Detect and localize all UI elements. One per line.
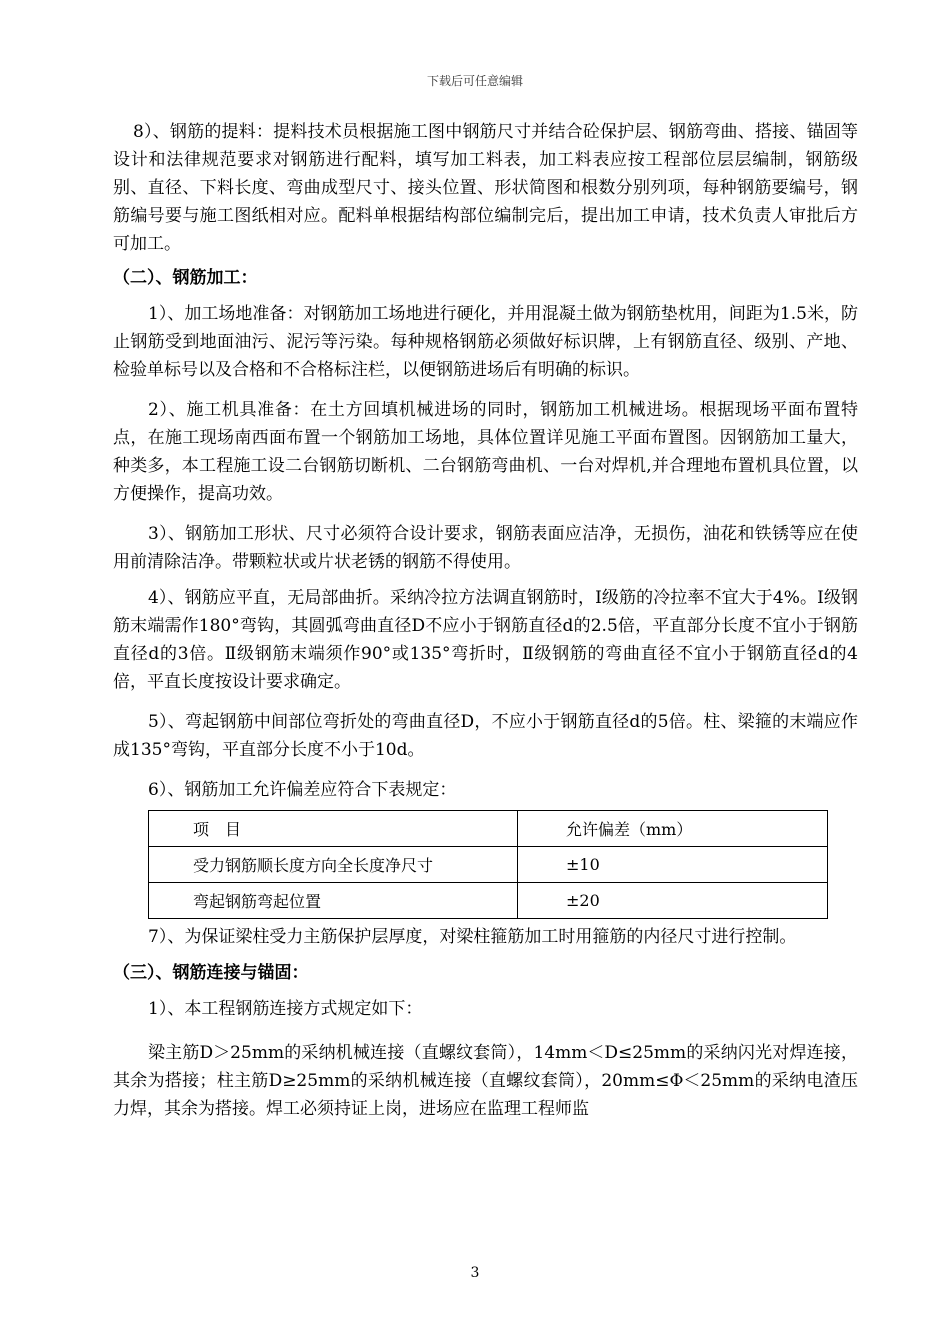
page-number: 3 — [470, 1265, 480, 1281]
page-header: 下载后可任意编辑 — [426, 74, 523, 88]
table-cell: ±10 — [518, 847, 828, 883]
table-cell: 弯起钢筋弯起位置 — [149, 883, 518, 919]
table-cell: 受力钢筋顺长度方向全长度净尺寸 — [149, 847, 518, 883]
table-header-cell: 项 目 — [149, 811, 518, 847]
paragraph: 1）、本工程钢筋连接方式规定如下： — [148, 999, 423, 1019]
paragraph: 4）、钢筋应平直，无局部曲折。采纳冷拉方法调直钢筋时，Ⅰ级筋的冷拉率不宜大于4%。Ⅰ级钢筋末端需作180°弯钩，其圆弧弯曲直径D不应小于钢筋直径d的2.5倍，平直部分长度不宜小于钢筋直径d的3倍。Ⅱ级钢筋末端须作90°或135°弯折时，Ⅱ级钢筋的弯曲直径不宜小于钢筋直径d的4倍，平直长度按设计要求确定。 — [113, 588, 858, 692]
paragraph: 1）、加工场地准备：对钢筋加工场地进行硬化，并用混凝土做为钢筋垫枕用，间距为1.5米，防止钢筋受到地面油污、泥污等污染。每种规格钢筋必须做好标识牌，上有钢筋直径、级别、产地、检验单标号以及合格和不合格标注栏，以便钢筋进场后有明确的标识。 — [113, 304, 858, 380]
deviation-table — [148, 810, 828, 919]
paragraph: 7）、为保证梁柱受力主筋保护层厚度，对梁柱箍筋加工时用箍筋的内径尺寸进行控制。 — [148, 927, 797, 947]
table-row — [149, 847, 828, 883]
table-cell: ±20 — [518, 883, 828, 919]
table-header-cell: 允许偏差（mm） — [518, 811, 828, 847]
section-heading: （二）、钢筋加工： — [113, 268, 258, 288]
paragraph: 3）、钢筋加工形状、尺寸必须符合设计要求，钢筋表面应洁净，无损伤，油花和铁锈等应在使用前清除洁净。带颗粒状或片状老锈的钢筋不得使用。 — [113, 524, 858, 572]
table-row — [149, 883, 828, 919]
paragraph: 2）、施工机具准备：在土方回填机械进场的同时，钢筋加工机械进场。根据现场平面布置特点，在施工现场南西面布置一个钢筋加工场地，具体位置详见施工平面布置图。因钢筋加工量大，种类多，本工程施工设二台钢筋切断机、二台钢筋弯曲机、一台对焊机,并合理地布置机具位置，以方便操作，提高功效。 — [113, 400, 858, 504]
section-heading: （三）、钢筋连接与锚固： — [113, 963, 309, 983]
paragraph: 5）、弯起钢筋中间部位弯折处的弯曲直径D，不应小于钢筋直径d的5倍。柱、梁箍的末端应作成135°弯钩，平直部分长度不小于10d。 — [113, 712, 858, 760]
body-text-top — [113, 118, 858, 804]
paragraph: 梁主筋D＞25mm的采纳机械连接（直螺纹套筒），14mm＜D≤25mm的采纳闪光对焊连接，其余为搭接；柱主筋D≥25mm的采纳机械连接（直螺纹套筒），20mm≤Φ＜25mm的采纳电渣压力焊，其余为搭接。焊工必须持证上岗，进场应在监理工程师监 — [113, 1043, 858, 1119]
paragraph: 6）、钢筋加工允许偏差应符合下表规定： — [148, 780, 457, 800]
paragraph: 8）、钢筋的提料：提料技术员根据施工图中钢筋尺寸并结合砼保护层、钢筋弯曲、搭接、锚固等设计和法律规范要求对钢筋进行配料，填写加工料表，加工料表应按工程部位层层编制，钢筋级别、直径、下料长度、弯曲成型尺寸、接头位置、形状简图和根数分别列项，每种钢筋要编号，钢筋编号要与施工图纸相对应。配料单根据结构部位编制完后，提出加工申请，技术负责人审批后方可加工。 — [113, 122, 858, 254]
body-text-bottom — [113, 923, 858, 1123]
document-body — [113, 118, 858, 1123]
table-header-row — [149, 811, 828, 847]
